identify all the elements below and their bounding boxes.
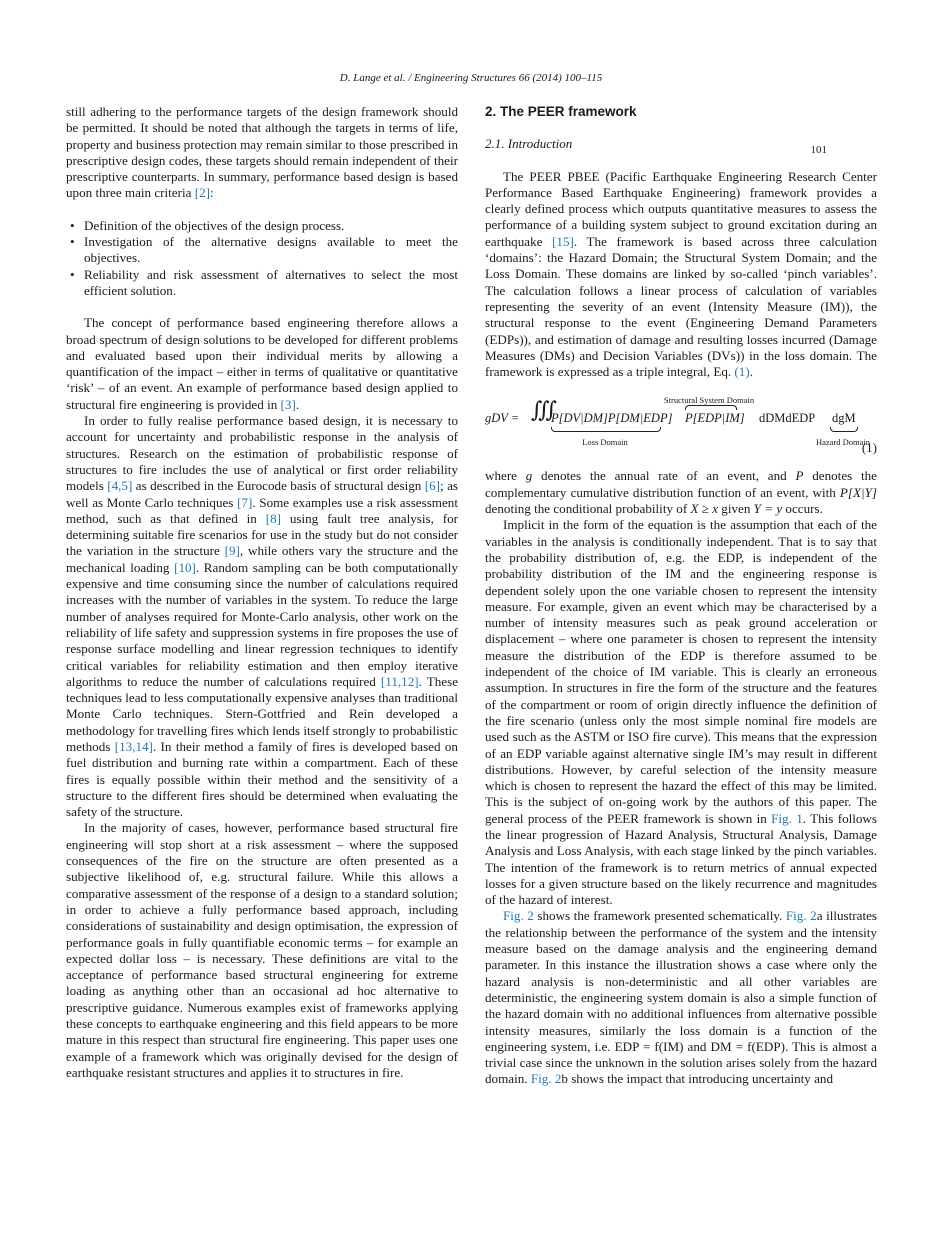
citation-link[interactable]: [13,14] bbox=[114, 738, 153, 754]
citation-link[interactable]: [7] bbox=[237, 494, 253, 510]
underbrace bbox=[551, 427, 661, 432]
criteria-list bbox=[66, 218, 458, 299]
paragraph: In order to fully realise performance based design, it is necessary to account for uncertainty and probabilistic response in the analysis of structures. Research on the estimation of probabilistic response of structures to fire includes the use of analytical or first order reliability models [4,5] as described in the Eurocode basis of structural design [6]; as well as Monte Carlo techniques [7]. Some examples use a risk assessment method, such as that defined in [8] using fault tree analysis, for determining suitable fire scenarios for use in the study but do not consider the variation in the structure [9], while others vary the structure and the mechanical loading [10]. Random sampling can be both computationally expensive and time consuming since the number of calculations required increases with the number of variables in the system. To reduce the large number of analyses required for Monte-Carlo analysis, other work on the reliability of life safety and suppression systems in fire proposes the use of response surface modelling and linear regression techniques to identify critical variables for reliability estimation and then employ iterative algorithms to reduce the number of calculations required [11,12]. These techniques lead to less computationally expensive analyses than traditional Monte Carlo techniques. Stern-Gottfried and Rein developed a methodology for travelling fires which lends itself strongly to probabilistic methods [13,14]. In their method a family of fires is developed based on fuel distribution and burning rate within a compartment. Each of these fires is equally possible within their method and the sensitivity of a structure to the different fires should be determined when evaluating the safety of the structure. bbox=[66, 413, 459, 820]
paragraph: still adhering to the performance targets of the design framework should be permitted. It should be noted that although the targets in terms of life, property and business protection may remain similar to those prescribed in prescriptive design codes, these targets should remain independent of their prescriptive counterparts. In summary, performance based design is based upon three main criteria [2]: bbox=[66, 104, 458, 201]
loss-term: P[DV|DM]P[DM|EDP] bbox=[551, 411, 673, 426]
loss-domain-label: Loss Domain bbox=[582, 437, 628, 448]
citation-link[interactable]: [2] bbox=[194, 185, 210, 201]
figure-link[interactable]: Fig. 2 bbox=[785, 908, 817, 924]
citation-link[interactable]: [6] bbox=[424, 478, 441, 494]
list-item: • Investigation of the alternative designs available to meet the objectives. bbox=[84, 234, 458, 267]
page-number: 101 bbox=[810, 144, 827, 156]
paragraph: The concept of performance based engineering therefore allows a broad spectrum of design solutions to be developed for different problems and evaluated based upon their individual merits by allowing a quantification of the impact – either in terms of qualitative or quantitative ‘risk’ – of an event. An example of performance based design applied to structural fire engineering is provided in [3]. bbox=[66, 315, 458, 412]
equation-1 bbox=[485, 392, 877, 460]
list-item: • Definition of the objectives of the design process. bbox=[84, 218, 458, 234]
left-column bbox=[66, 104, 458, 1081]
paragraph: The PEER PBEE (Pacific Earthquake Engineering Research Center Performance Based Earthquake Engineering) framework provides a clearly defined process which outputs quantitative measures to assess the performance of a building system subject to ground excitation during an earthquake [15]. The framework is based across three calculation ‘domains’: the Hazard Domain; the Structural System Domain; and the Loss Domain. These domains are linked by so-called ‘pinch variables’. The calculation follows a linear process of calculation of variables representing the severity of an event (Intensity Measure (IM)), the structural response to the event (Engineering Demand Parameters (EDPs)), and estimation of damage and resulting losses incurred (Damage Measures (DMs) and Decision Variables (DVs)) in the loss domain. The framework is expressed as a triple integral, Eq. (1). bbox=[485, 168, 877, 380]
equation-number: (1) bbox=[861, 440, 877, 456]
subsection-title: 2.1. Introduction bbox=[485, 136, 573, 152]
citation-link[interactable]: [9] bbox=[224, 543, 240, 559]
right-column bbox=[485, 104, 877, 1088]
paragraph: Fig. 2 shows the framework presented schematically. Fig. 2a illustrates the relationship between the performance of the system and the intensity measure based on the damage analysis and the engineering demand parameter. In this instance the illustration shows a case where only the hazard analysis is non-deterministic and all other variables are deterministic, the engineering system domain is also a simple function of the hazard domain with no additional influences from alternative possible intensity measures, similarly the loss domain is a function of the engineering system, i.e. EDP = f(IM) and DM = f(EDP). This is almost a trivial case since the unknown in the solution arises solely from the hazard domain. Fig. 2b shows the impact that introducing uncertainty and bbox=[485, 908, 878, 1087]
equation-lhs: gDV = bbox=[485, 411, 520, 426]
paragraph: In the majority of cases, however, performance based structural fire engineering will stop short at a risk assessment – where the supposed consequences of the fire on the structure are often presented as a subjective likelihood of, e.g. structural failure. While this allows a comparative assessment of the response of a design to a standard solution; in order to achieve a fully performance based approach, including considerations of sustainability and design optimisation, the expression of performance goals in fully quantifiable economic terms – for example an expected dollar loss – is necessary. These definitions are vital to the acceptance of performance based structural engineering for extreme loading as anything other than an occasional ad hoc alternative to prescriptive guidance. Numerous examples exist of frameworks applying these concepts to earthquake engineering and this field appears to be more mature in this respect than structural fire engineering. This paper uses one example of a framework which was originally devised for the design of earthquake resistant structures and applies it to structures in fire. bbox=[66, 820, 458, 1080]
list-item: • Reliability and risk assessment of alternatives to select the most efficient solution. bbox=[84, 267, 458, 300]
structural-domain-label: Structural System Domain bbox=[663, 395, 755, 406]
figure-link[interactable]: Fig. 2 bbox=[503, 908, 534, 924]
differentials: dDMdEDP bbox=[759, 411, 816, 426]
equation-link[interactable]: (1) bbox=[734, 364, 750, 380]
citation-link[interactable]: [3] bbox=[280, 396, 296, 412]
paragraph: where g denotes the annual rate of an event, and P denotes the complementary cumulative distribution function of an event, with P[X|Y] denoting the conditional probability of X ≥ x given Y = y occurs. bbox=[485, 468, 877, 517]
section-title: 2. The PEER framework bbox=[485, 104, 637, 119]
citation-link[interactable]: [11,12] bbox=[380, 673, 419, 689]
hazard-domain-label: Hazard Domain bbox=[815, 437, 871, 448]
underbrace bbox=[830, 427, 858, 432]
citation-link[interactable]: [4,5] bbox=[107, 478, 133, 494]
figure-link[interactable]: Fig. 1 bbox=[771, 810, 803, 826]
hazard-term: dgM bbox=[832, 411, 856, 426]
figure-link[interactable]: Fig. 2 bbox=[530, 1071, 562, 1087]
citation-link[interactable]: [15] bbox=[552, 233, 574, 249]
structural-term: P[EDP|IM] bbox=[685, 411, 745, 426]
paragraph: Implicit in the form of the equation is the assumption that each of the variables in the analysis is conditionally independent. That is to say that the probability distribution of, e.g. the EDP, is independent of the probability distribution of the IM and the engineering response is dependent solely upon the one variable chosen to represent the intensity measure. For example, given an event which may be characterised by a number of intensity measures such as peak ground acceleration or displacement – where one parameter is chosen to represent the intensity measure the distribution of the EDP is therefore assumed to be independent of the choice of IM variable. This is clearly an erroneous assumption. In structures in fire the form of the structure and the features of the compartment or room of origin directly influence the definition of the fire scenario (unless only the most simple nominal fire models are used such as the ASTM or ISO fire curve). This means that the expression of an EDP variable against alternative single IM’s may result in different distributions. However, by careful selection of the intensity measure which is chosen to represent the hazard the effect of this may be limited. This is the subject of on-going work by the authors of this paper. The general process of the PEER framework is shown in Fig. 1. This follows the linear progression of Hazard Analysis, Structural Analysis, Damage Analysis and Loss Analysis, with each stage linked by the pinch variables. The intention of the framework is to return metrics of annual expected losses for a given structure based on the likely recurrence and magnitudes of the hazard of interest. bbox=[485, 517, 877, 908]
triple-integral-symbol: ∭ bbox=[531, 397, 558, 423]
citation-link[interactable]: [8] bbox=[265, 510, 281, 526]
running-title: D. Lange et al. / Engineering Structures 66 (2014) 100–115 bbox=[339, 72, 603, 84]
citation-link[interactable]: [10] bbox=[174, 559, 196, 575]
